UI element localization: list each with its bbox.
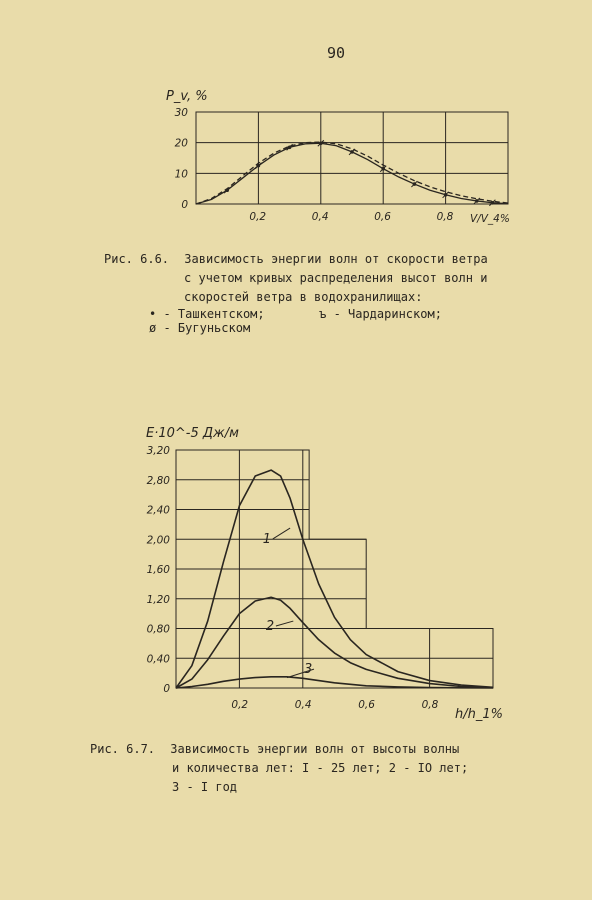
- y-tick-label: 30: [174, 107, 188, 119]
- figure-6-7-caption: [90, 740, 468, 797]
- figure-6-7-caption-line: и количества лет: I - 25 лет; 2 - IO лет;: [172, 761, 469, 775]
- figure-6-7-caption-line: Зависимость энергии волн от высоты волны: [170, 742, 460, 756]
- figure-6-6-caption: [104, 250, 488, 335]
- y-tick-label: 2,00: [146, 534, 170, 547]
- x-tick-label: 0,2: [231, 699, 249, 711]
- figure-6-6-caption-number: Рис. 6.6.: [104, 252, 170, 266]
- y-tick-label: 3,20: [146, 445, 170, 457]
- figure-6-6-ticks: [175, 107, 454, 223]
- data-marker: [225, 188, 229, 192]
- series-line-2: [176, 597, 493, 688]
- x-tick-label: 0,8: [436, 211, 454, 223]
- figure-6-6-chart: [0, 0, 592, 240]
- legend-marker-bugun: ø: [149, 321, 157, 335]
- data-marker: [288, 145, 292, 149]
- data-marker: [257, 164, 261, 168]
- data-marker: [444, 193, 448, 197]
- y-tick-label: 2,80: [146, 474, 170, 487]
- curve-label-leader: [276, 621, 293, 626]
- legend-label-chardara: - Чардаринском;: [333, 307, 442, 321]
- y-tick-label: 0: [181, 199, 188, 211]
- x-tick-label: 0,6: [374, 211, 391, 223]
- y-tick-label: 10: [174, 168, 188, 181]
- figure-6-6-caption-line: Зависимость энергии волн от скорости ветра: [184, 252, 488, 266]
- data-marker: [475, 199, 479, 203]
- data-marker: [491, 201, 495, 205]
- x-tick-label: 0,4: [311, 211, 329, 223]
- figure-6-6-caption-line: скоростей ветра в водохранилищах:: [184, 290, 423, 304]
- curve-label-leader: [273, 528, 290, 539]
- y-tick-label: 20: [174, 137, 188, 150]
- series-line-1: [176, 470, 493, 688]
- x-tick-label: 0,2: [249, 211, 267, 223]
- figure-6-7-ticks: [147, 445, 439, 711]
- x-tick-label: 0,4: [294, 699, 312, 711]
- legend-label-bugun: - Бугуньском: [163, 321, 251, 335]
- page-number: 90: [327, 44, 346, 62]
- figure-6-6-y-axis-label: P_v, %: [166, 89, 208, 104]
- plot-frame: [196, 112, 508, 204]
- figure-6-7-series: [176, 470, 493, 688]
- data-marker: [350, 150, 354, 154]
- figure-6-7-x-axis-label: h/h_1%: [455, 707, 503, 722]
- legend-label-tashkent: - Ташкентском;: [163, 307, 265, 321]
- curve-label-2: 2: [265, 618, 275, 634]
- figure-6-7-caption-number: Рис. 6.7.: [90, 742, 156, 756]
- x-tick-label: 0,6: [358, 699, 375, 711]
- y-tick-label: 2,40: [146, 504, 170, 517]
- figure-6-7-caption-line: 3 - I год: [172, 780, 238, 794]
- figure-6-7-y-axis-label: E·10^-5 Дж/м: [146, 426, 239, 441]
- figure-6-6-x-axis-label: V/V_4%: [470, 213, 510, 225]
- y-tick-label: 0: [163, 683, 170, 695]
- legend-marker-chardara: ъ: [319, 307, 327, 321]
- legend-marker-tashkent: •: [149, 307, 157, 321]
- figure-6-7-chart: [0, 400, 592, 730]
- figure-6-6-grid: [196, 112, 508, 204]
- y-tick-label: 0,80: [146, 623, 170, 636]
- y-tick-label: 1,20: [146, 593, 170, 606]
- data-marker: [413, 182, 417, 186]
- figure-6-6-caption-line: с учетом кривых распределения высот волн и: [184, 271, 488, 285]
- data-marker: [319, 141, 323, 145]
- data-marker: [381, 167, 385, 171]
- y-tick-label: 1,60: [146, 564, 170, 576]
- curve-label-1: 1: [262, 531, 272, 547]
- curve-label-3: 3: [303, 662, 313, 678]
- x-tick-label: 0,8: [421, 699, 439, 711]
- y-tick-label: 0,40: [146, 653, 170, 666]
